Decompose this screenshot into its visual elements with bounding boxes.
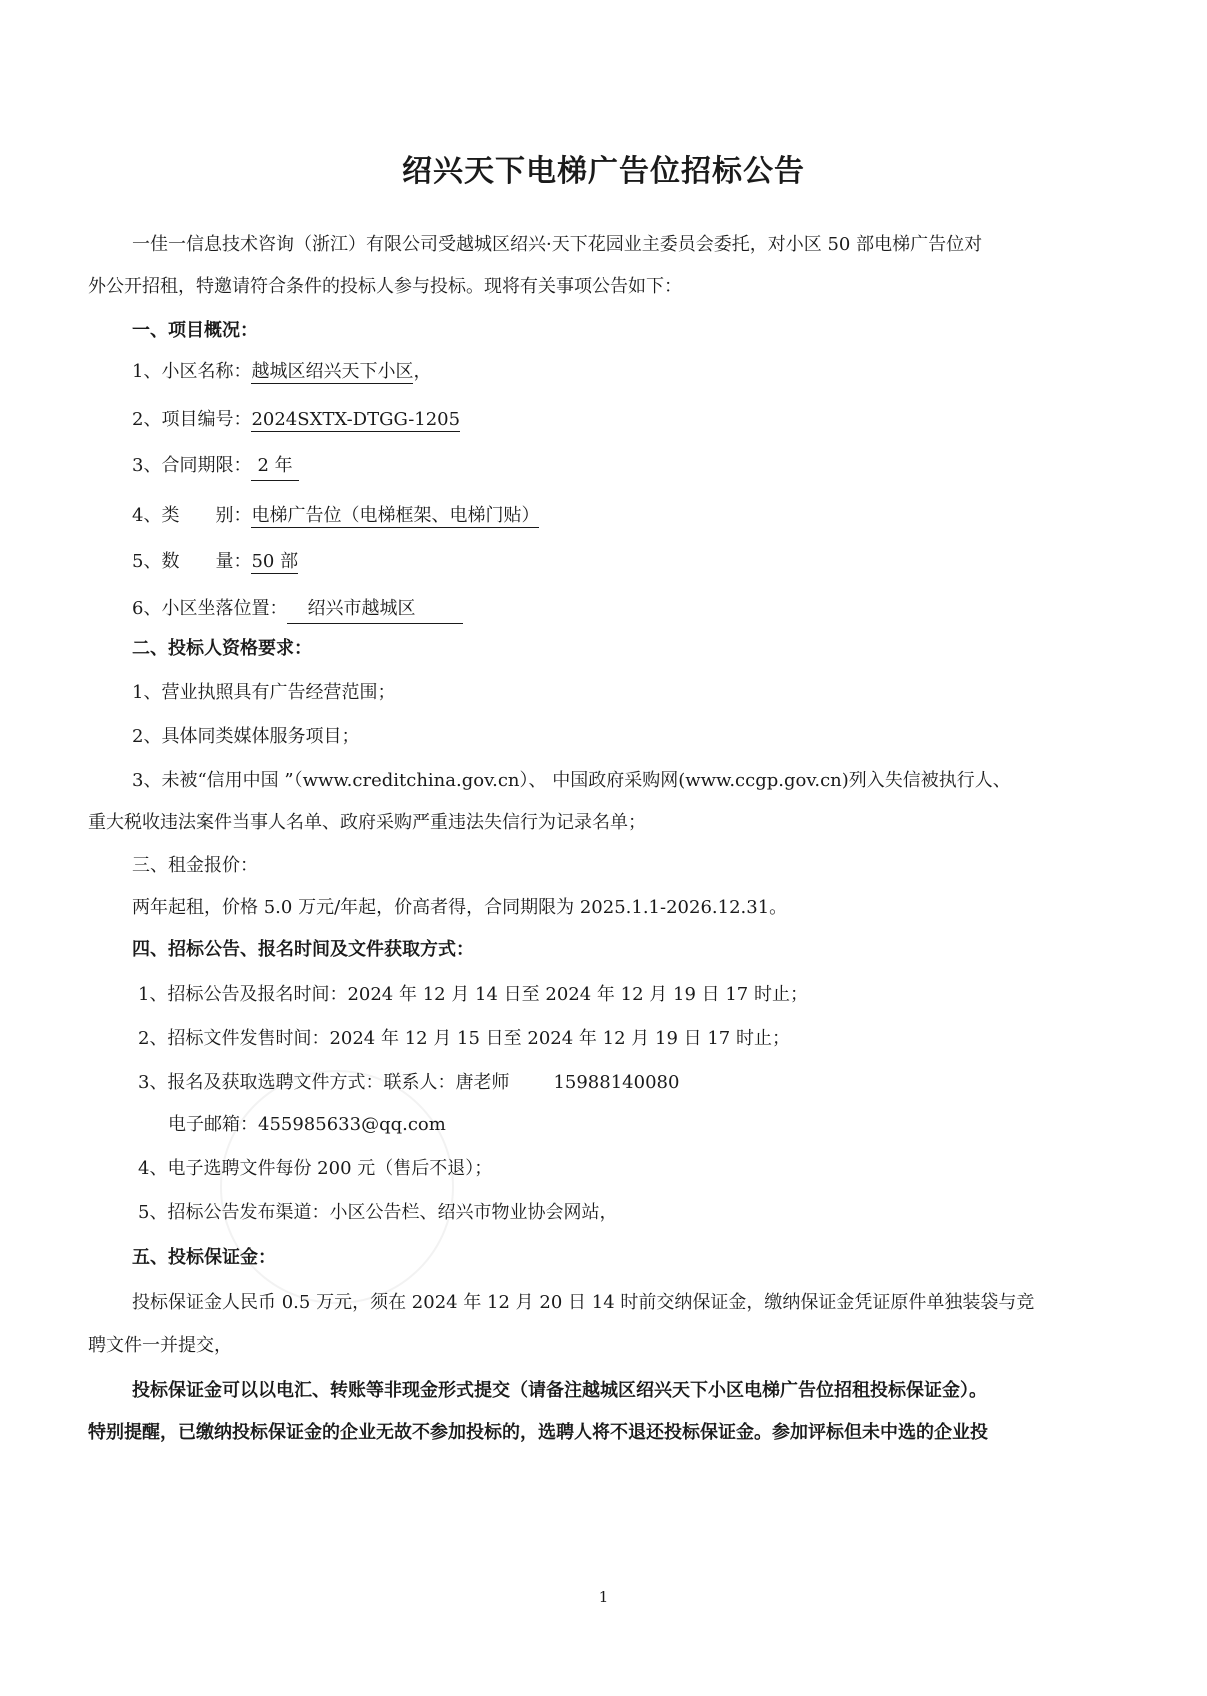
deposit-paragraph-1-line-2: 聘文件一并提交， [88,1335,232,1356]
contact-phone: 15988140080 [553,1072,680,1093]
project-item-label: 4、类 别： [132,505,252,526]
schedule-item-4: 4、电子选聘文件每份 200 元（售后不退）； [138,1158,493,1179]
qualification-item-2: 2、具体同类媒体服务项目； [132,726,360,747]
deposit-paragraph-2-line-2: 特别提醒，已缴纳投标保证金的企业无故不参加投标的，选聘人将不退还投标保证金。参加评标但未中选的企业投 [88,1422,988,1443]
section-1-heading: 一、项目概况： [132,320,258,341]
project-item-1 [132,359,431,385]
deposit-paragraph-1-line-1: 投标保证金人民币 0.5 万元，须在 2024 年 12 月 20 日 14 时前交纳保证金，缴纳保证金凭证原件单独装袋与竞 [132,1292,1035,1313]
schedule-item-2: 2、招标文件发售时间：2024 年 12 月 15 日至 2024 年 12 月 19 日 17 时止； [138,1028,790,1049]
project-item-label: 1、小区名称： [132,361,252,382]
project-item-label: 3、合同期限： [132,455,252,476]
deposit-paragraph-2-line-1: 投标保证金可以以电汇、转账等非现金形式提交（请备注越城区绍兴天下小区电梯广告位招租投标保证金）。 [132,1380,987,1401]
qualification-item-3-line-2: 重大税收违法案件当事人名单、政府采购严重违法失信行为记录名单； [88,812,646,833]
qualification-item-3-line-1: 3、未被“信用中国 ”（www.creditchina.gov.cn）、 中国政府采购网(www.ccgp.gov.cn)列入失信被执行人、 [132,770,1011,791]
intro-line-2: 外公开招租，特邀请符合条件的投标人参与投标。现将有关事项公告如下： [88,276,682,297]
project-item-value: 绍兴市越城区 [287,596,463,624]
document-title: 绍兴天下电梯广告位招标公告 [402,154,805,189]
project-item-label: 6、小区坐落位置： [132,598,288,619]
project-item-5 [132,549,298,575]
intro-line-1: 一佳一信息技术咨询（浙江）有限公司受越城区绍兴·天下花园业主委员会委托，对小区 50 部电梯广告位对 [132,234,983,255]
project-item-label: 2、项目编号： [132,409,252,430]
schedule-item-3 [138,1070,679,1096]
project-item-value: 2024SXTX-DTGG-1205 [251,409,461,430]
project-item-suffix: ， [413,361,432,382]
project-item-6 [132,596,463,624]
project-item-2 [132,407,460,433]
page-number: 1 [598,1588,609,1606]
project-item-label: 5、数 量： [132,551,252,572]
rent-price-text: 两年起租，价格 5.0 万元/年起，价高者得，合同期限为 2025.1.1-2026.12.31。 [132,897,788,918]
project-item-value: 越城区绍兴天下小区 [251,361,414,382]
schedule-item-5: 5、招标公告发布渠道：小区公告栏、绍兴市物业协会网站， [138,1202,618,1223]
project-item-3 [132,453,299,481]
contact-label: 3、报名及获取选聘文件方式：联系人：唐老师 [138,1072,510,1093]
qualification-item-1: 1、营业执照具有广告经营范围； [132,682,396,703]
project-item-value: 2 年 [251,453,298,481]
section-4-heading: 四、招标公告、报名时间及文件获取方式： [132,939,474,960]
project-item-4 [132,503,539,529]
project-item-value: 电梯广告位（电梯框架、电梯门贴） [251,505,540,526]
section-2-heading: 二、投标人资格要求： [132,638,312,659]
project-item-value: 50 部 [251,551,299,572]
section-3-heading: 三、租金报价： [132,855,258,876]
contact-email: 电子邮箱：455985633@qq.com [168,1114,446,1135]
section-5-heading: 五、投标保证金： [132,1247,276,1268]
schedule-item-1: 1、招标公告及报名时间：2024 年 12 月 14 日至 2024 年 12 月 19 日 17 时止； [138,984,808,1005]
